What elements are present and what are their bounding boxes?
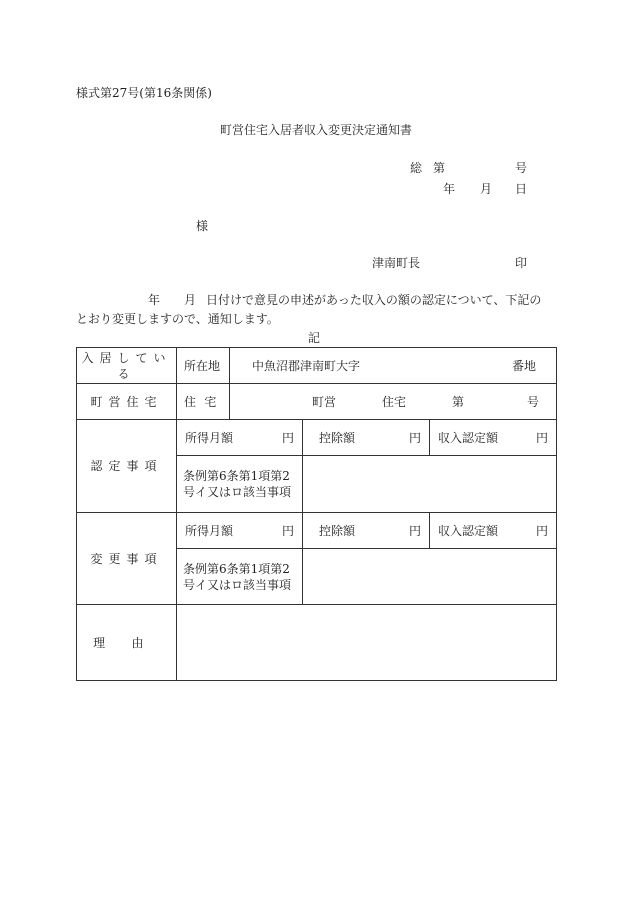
changed-clause-value xyxy=(303,549,557,605)
house-go: 号 xyxy=(527,394,540,409)
location-cell xyxy=(230,348,557,384)
addressee-suffix: 様 xyxy=(196,219,209,233)
changed-income-cert-cell xyxy=(430,513,557,549)
changed-clause-cell xyxy=(177,549,303,605)
residence-label-top: 入居している xyxy=(77,348,177,384)
issuer-name: 津南町長 xyxy=(372,256,421,270)
changed-income-month-label: 所得月額 xyxy=(185,523,234,538)
certified-income-month-cell xyxy=(177,420,303,456)
certified-clause-line1: 条例第6条第1項第2 xyxy=(183,469,290,483)
certified-deduction-label: 控除額 xyxy=(319,430,356,445)
reason-label: 理由 xyxy=(77,605,177,681)
certified-income-cert-cell xyxy=(430,420,557,456)
yen-label: 円 xyxy=(408,523,421,538)
changed-deduction-label: 控除額 xyxy=(319,523,356,538)
house-town: 町営 xyxy=(312,394,337,409)
changed-amounts-row xyxy=(77,513,557,549)
house-cell xyxy=(230,384,557,420)
certified-income-cert-label: 収入認定額 xyxy=(438,430,499,445)
house-label: 住宅 xyxy=(177,384,230,420)
residence-row-house xyxy=(77,384,557,420)
yen-label: 円 xyxy=(281,430,294,445)
doc-number-prefix: 総 xyxy=(410,161,423,175)
body-line2: とおり変更しますので、通知します。 xyxy=(76,312,279,326)
form-number: 様式第27号(第16条関係) xyxy=(76,86,212,100)
doc-number-mid: 第 xyxy=(433,161,446,175)
document-title: 町営住宅入居者収入変更決定通知書 xyxy=(220,123,413,137)
location-label: 所在地 xyxy=(177,348,230,384)
yen-label: 円 xyxy=(281,523,294,538)
reason-value xyxy=(177,605,557,681)
location-suffix: 番地 xyxy=(511,358,536,373)
changed-label: 変更事項 xyxy=(77,513,177,605)
reason-row xyxy=(77,605,557,681)
date-day: 日 xyxy=(515,182,528,196)
details-table xyxy=(76,347,557,681)
body-year: 年 xyxy=(148,293,161,307)
yen-label: 円 xyxy=(535,430,548,445)
changed-clause-line2: 号イ又はロ該当事項 xyxy=(183,577,292,592)
changed-clause-line1: 条例第6条第1項第2 xyxy=(183,561,290,576)
house-dai: 第 xyxy=(452,394,465,409)
residence-label-bottom: 町営住宅 xyxy=(77,384,177,420)
date-year: 年 xyxy=(443,182,456,196)
location-value: 中魚沼郡津南町大字 xyxy=(252,358,361,373)
certified-label: 認定事項 xyxy=(77,420,177,513)
doc-number-suffix: 号 xyxy=(515,161,528,175)
changed-income-cert-label: 収入認定額 xyxy=(438,523,499,538)
certified-clause-cell xyxy=(177,456,303,513)
certified-deduction-cell xyxy=(303,420,430,456)
date-month: 月 xyxy=(480,182,493,196)
certified-amounts-row xyxy=(77,420,557,456)
changed-income-month-cell xyxy=(177,513,303,549)
house-jutaku: 住宅 xyxy=(382,394,407,409)
issuer-seal: 印 xyxy=(515,256,528,270)
yen-label: 円 xyxy=(408,430,421,445)
certified-clause-value xyxy=(303,456,557,513)
changed-deduction-cell xyxy=(303,513,430,549)
certified-clause-line2: 号イ又はロ該当事項 xyxy=(183,485,292,499)
body-month: 月 xyxy=(184,293,197,307)
body-line1: 日付けで意見の申述があった収入の額の認定について、下記の xyxy=(206,293,542,307)
certified-income-month-label: 所得月額 xyxy=(185,430,234,445)
residence-row-location xyxy=(77,348,557,384)
ki-label: 記 xyxy=(308,331,321,345)
yen-label: 円 xyxy=(535,523,548,538)
